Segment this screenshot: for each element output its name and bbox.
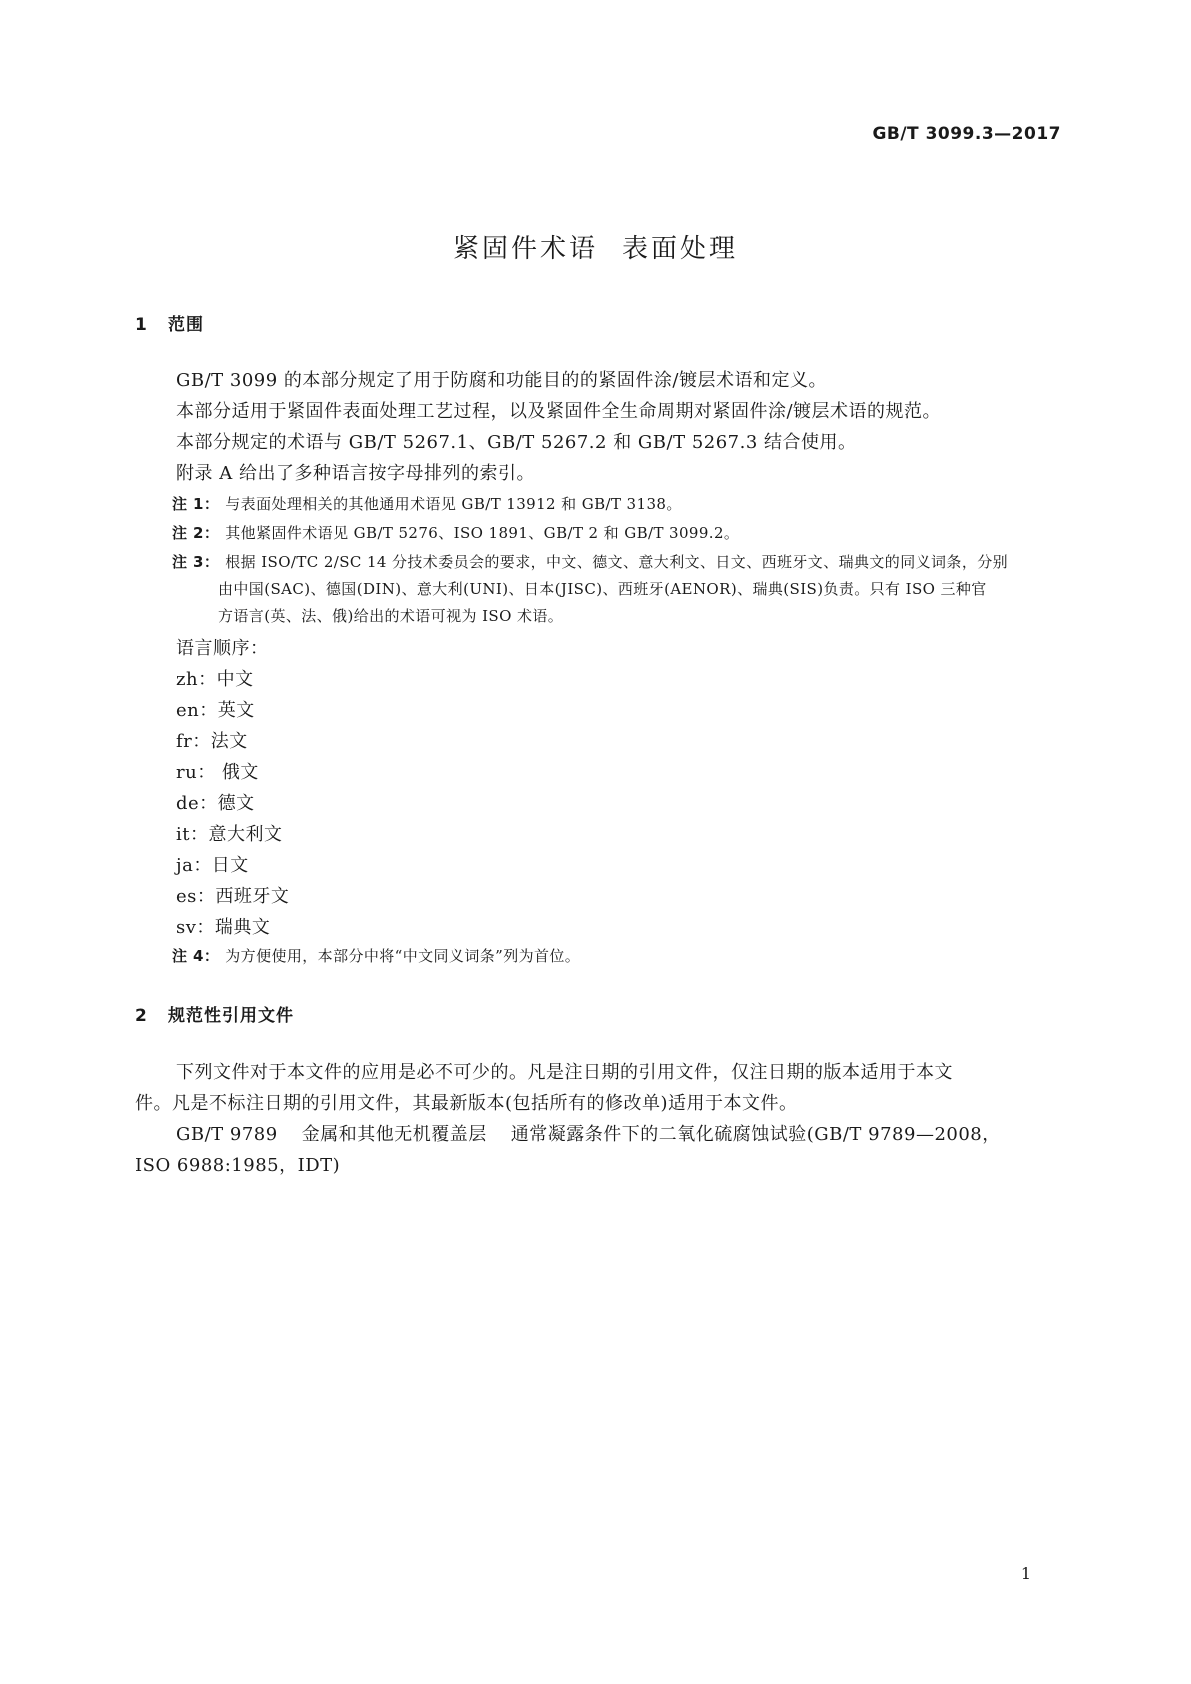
paragraph: 本部分适用于紧固件表面处理工艺过程，以及紧固件全生命周期对紧固件涂/镀层术语的规范。 xyxy=(176,401,942,422)
note-label: 注 2： xyxy=(172,524,220,542)
section-title: 规范性引用文件 xyxy=(168,1006,294,1026)
note-2 xyxy=(172,522,739,543)
section-2-heading xyxy=(135,1001,294,1026)
reference-code: GB/T 9789 xyxy=(176,1124,278,1145)
note-3-continuation: 由中国(SAC)、德国(DIN)、意大利(UNI)、日本(JISC)、西班牙(AENOR)、瑞典(SIS)负责。只有 ISO 三种官 xyxy=(218,580,987,598)
language-item: fr：法文 xyxy=(176,731,248,752)
language-item: de：德文 xyxy=(176,793,255,814)
normative-reference xyxy=(176,1120,1001,1146)
normative-reference-continuation: ISO 6988:1985，IDT) xyxy=(135,1155,341,1176)
note-text: 其他紧固件术语见 GB/T 5276、ISO 1891、GB/T 2 和 GB/T 3099.2。 xyxy=(225,524,740,542)
reference-title-continued: 通常凝露条件下的二氧化硫腐蚀试验(GB/T 9789—2008， xyxy=(510,1124,1001,1145)
note-1 xyxy=(172,493,682,514)
section-number: 1 xyxy=(135,315,148,335)
reference-title: 金属和其他无机覆盖层 xyxy=(301,1124,487,1145)
language-order-label: 语言顺序： xyxy=(176,638,269,659)
note-text: 根据 ISO/TC 2/SC 14 分技术委员会的要求，中文、德文、意大利文、日文、西班牙文、瑞典文的同义词条，分别 xyxy=(225,553,1009,571)
note-3 xyxy=(172,551,1008,572)
note-text: 与表面处理相关的其他通用术语见 GB/T 13912 和 GB/T 3138。 xyxy=(225,495,682,513)
title-part-1: 紧固件术语 xyxy=(452,234,598,264)
title-part-2: 表面处理 xyxy=(622,234,739,264)
note-label: 注 3： xyxy=(172,553,220,571)
page-number: 1 xyxy=(1020,1564,1031,1583)
language-item: ja：日文 xyxy=(176,855,249,876)
section-title: 范围 xyxy=(168,315,204,335)
language-item: zh：中文 xyxy=(176,669,254,690)
paragraph: GB/T 3099 的本部分规定了用于防腐和功能目的的紧固件涂/镀层术语和定义。 xyxy=(176,370,827,391)
language-item: sv：瑞典文 xyxy=(176,917,271,938)
note-4 xyxy=(172,945,580,966)
standard-code: GB/T 3099.3—2017 xyxy=(872,124,1061,144)
language-item: it：意大利文 xyxy=(176,824,283,845)
language-item: ru： 俄文 xyxy=(176,762,259,783)
note-label: 注 4： xyxy=(172,947,220,965)
language-item: en：英文 xyxy=(176,700,255,721)
note-label: 注 1： xyxy=(172,495,220,513)
language-item: es：西班牙文 xyxy=(176,886,290,907)
paragraph: 本部分规定的术语与 GB/T 5267.1、GB/T 5267.2 和 GB/T 5267.3 结合使用。 xyxy=(176,432,857,453)
note-text: 为方便使用，本部分中将“中文同义词条”列为首位。 xyxy=(225,947,581,965)
note-3-continuation: 方语言(英、法、俄)给出的术语可视为 ISO 术语。 xyxy=(218,607,564,625)
paragraph: 附录 A 给出了多种语言按字母排列的索引。 xyxy=(176,463,535,484)
document-title xyxy=(0,228,1191,265)
paragraph-continuation: 件。凡是不标注日期的引用文件，其最新版本(包括所有的修改单)适用于本文件。 xyxy=(135,1093,798,1114)
paragraph: 下列文件对于本文件的应用是必不可少的。凡是注日期的引用文件，仅注日期的版本适用于本文 xyxy=(176,1062,953,1083)
section-number: 2 xyxy=(135,1006,148,1026)
section-1-heading xyxy=(135,310,204,335)
